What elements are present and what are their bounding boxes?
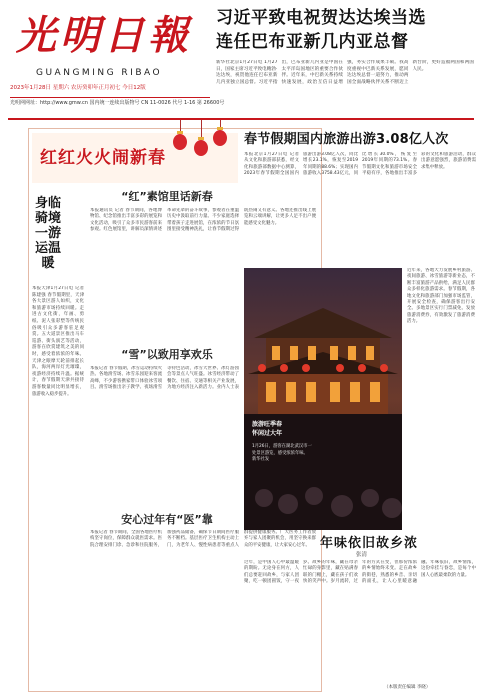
website-info: 光明网网址：http://www.gmw.cn 国内统一连续出版物号 CN 11-0026 代号 1-16 第 26600号 (10, 97, 210, 108)
tourism-body: 本报北京1月27日电 记者 从文化和旅游部获悉，经文化和旅游部数据中心测算，2023年春节假期全国国内旅游出游3.08亿人次，同比增长23.1%，恢复至2019年同期的88.6%；实现国内旅游收入3758.43亿元，同比增长30.0%，恢复至2019年同期的73.1%。春节假期文化和旅游市场安全平稳有序，各地推出丰富多彩的文化和旅游活动，群众出游意愿强烈，旅游消费需求集中释放。 (244, 152, 476, 177)
subhead-red-museum[interactable]: “红”素馆里话新春 (121, 190, 213, 203)
essay-author: 张清 (356, 552, 368, 558)
subhead-snow-fun[interactable]: “雪”以致用享欢乐 (121, 348, 213, 361)
article-medical: 本报记者 春节期间，全国各地医疗机构坚守岗位，保障群众就医需求。医院合理安排门诊、急诊和住院服务，加强药品储备，确保节日期间医疗服务不断档。基层医疗卫生机构主动上门，为老年人、慢性病患者等重点人群提供健康服务。广大医务工作者放弃与家人团聚的机会，用坚守换来群众的平安健康，让大家安心过年。 (90, 530, 316, 548)
sidebar-headline-part: 一游 (35, 226, 62, 241)
top-headline-line-2: 连任巴布亚新几内亚总督 (216, 32, 409, 52)
essay-body: 过年，是中国人心中最温暖的期盼。无论身在何方，人们总要赶回故乡，与家人团聚，吃一顿团圆饭，守一夜岁。故乡的年味，藏在母亲忙碌的身影里，藏在贴满春联的门楣上，藏在孩子们欢快的笑声中。岁月流转，过年的方式在变，但那份浓浓的乡情始终未变。走在故乡的街巷，熟悉的乡音、亲切的面孔，让人心里暖意融融。年味依旧，故乡情浓，这份牵挂与眷恋，是每个中国人心底最柔软的力量。 (244, 560, 476, 585)
photo-illustration (244, 268, 402, 530)
tourism-side-body: 近年来，各地大力发展乡村旅游、夜间旅游、冰雪旅游等新业态，不断丰富旅游产品供给，满足人民群众多样化旅游需求。春节假期，各地文化和旅游部门加强市场监管，开展安全检查，确保游客出行安全。多地景区实行门票减免、发放旅游消费券，有效激发了旅游消费活力。 (407, 268, 475, 325)
masthead (10, 6, 225, 114)
subhead-medical[interactable]: 安心过年有“医”靠 (121, 513, 213, 526)
lantern-icon (194, 140, 208, 156)
lantern-string (201, 120, 202, 138)
top-story-body: 新华社北京1月27日电 1月27日，国家主席习近平致电鲍勃·达达埃，祝贺他连任巴布亚新几内亚独立国总督。习近平指出，巴布亚新几内亚是中国在太平洋岛国地区的重要合作伙伴。近年来，中巴新关系持续快速发展，政治互信日益增强，务实合作成果丰硕。我高度重视中巴新关系发展，愿同达达埃总督一道努力，推动两国全面战略伙伴关系不断迈上新台阶，更好造福两国和两国人民。 (216, 60, 474, 85)
lantern-icon (173, 134, 187, 150)
photo-caption: 1月26日，游客在湖北武汉市一处景区游览，感受浓浓年味。新华社发 (252, 444, 312, 462)
section-banner-title: 红红火火闹新春 (40, 148, 166, 168)
essay-title[interactable]: 年味依旧故乡浓 (320, 536, 419, 551)
article-red-museum: 本报通讯员 记者 春节期间，各地博物馆、纪念馆推出丰富多彩的展览和文化活动，吸引了众多市民游客前来参观。红色展馆里，讲解员深情讲述革命先辈的奋斗故事，参观者在重温历史中汲取前行力量。不少家庭选择带着孩子走进展馆，在浓浓的节日氛围里接受精神洗礼，让春节假期过得既热闹又有意义。各地还推出线上展览和云端讲解，让更多人足不出户便能感受文化魅力。 (90, 208, 316, 233)
article-snow-fun: 本报记者 春节假期，冰雪运动持续火热。各地滑雪场、冰雪乐园迎来客流高峰，不少游客携家带口体验冰雪项目。滑雪场推出亲子教学、夜场滑雪等特色活动，冰雪大世界、冰灯游园会等景点人气旺盛。冰雪经济带动了餐饮、住宿、交通等相关产业发展，为地方经济注入新活力。业内人士表 (90, 366, 239, 391)
top-headline[interactable] (216, 6, 474, 54)
news-photo[interactable] (244, 268, 402, 530)
masthead-pinyin: GUANGMING RIBAO (36, 68, 163, 78)
issue-info: 2023年1月28日 星期六 农历癸卯年正月初七 今日12版 (10, 85, 146, 91)
top-headline-line-1: 习近平致电祝贺达达埃当选 (216, 8, 426, 28)
lantern-icon (213, 130, 227, 146)
logo[interactable] (10, 6, 208, 68)
section-banner (32, 133, 238, 183)
sidebar-headline[interactable] (35, 196, 61, 271)
sidebar-headline-part: 身临 (35, 196, 62, 211)
photo-caption-title: 旅游旺季春 怀闲过大年 (252, 421, 283, 437)
sidebar-headline-part: 骑境 (35, 211, 62, 226)
sidebar-body: 本报天津1月27日电 记者陈建强 春节假期里，天津各大景区游人如织，文化和旅游市场持续回暖。走进古文化街，年画、剪纸、泥人张彩塑等传统民俗吸引众多游客驻足观赏。五大道景区推出马车巡游、街头演艺等活动，游客在欣赏建筑之美的同时，感受着浓浓的年味。天津之眼摩天轮前排起长队，海河两岸灯光璀璨，夜游经济持续升温。据统计，春节假期天津共接待游客数量同比明显增长，旅游收入稳步提升。 (32, 286, 84, 397)
masthead-divider (8, 118, 474, 120)
logo-text: 光明日報 (16, 12, 192, 59)
sidebar-headline-part: 运温 (35, 241, 62, 256)
tourism-headline[interactable]: 春节假期国内旅游出游3.08亿人次 (244, 132, 449, 147)
editor-credit: （本版责任编辑 李晓） (384, 685, 431, 690)
sidebar-headline-part: 暖 (41, 256, 55, 271)
